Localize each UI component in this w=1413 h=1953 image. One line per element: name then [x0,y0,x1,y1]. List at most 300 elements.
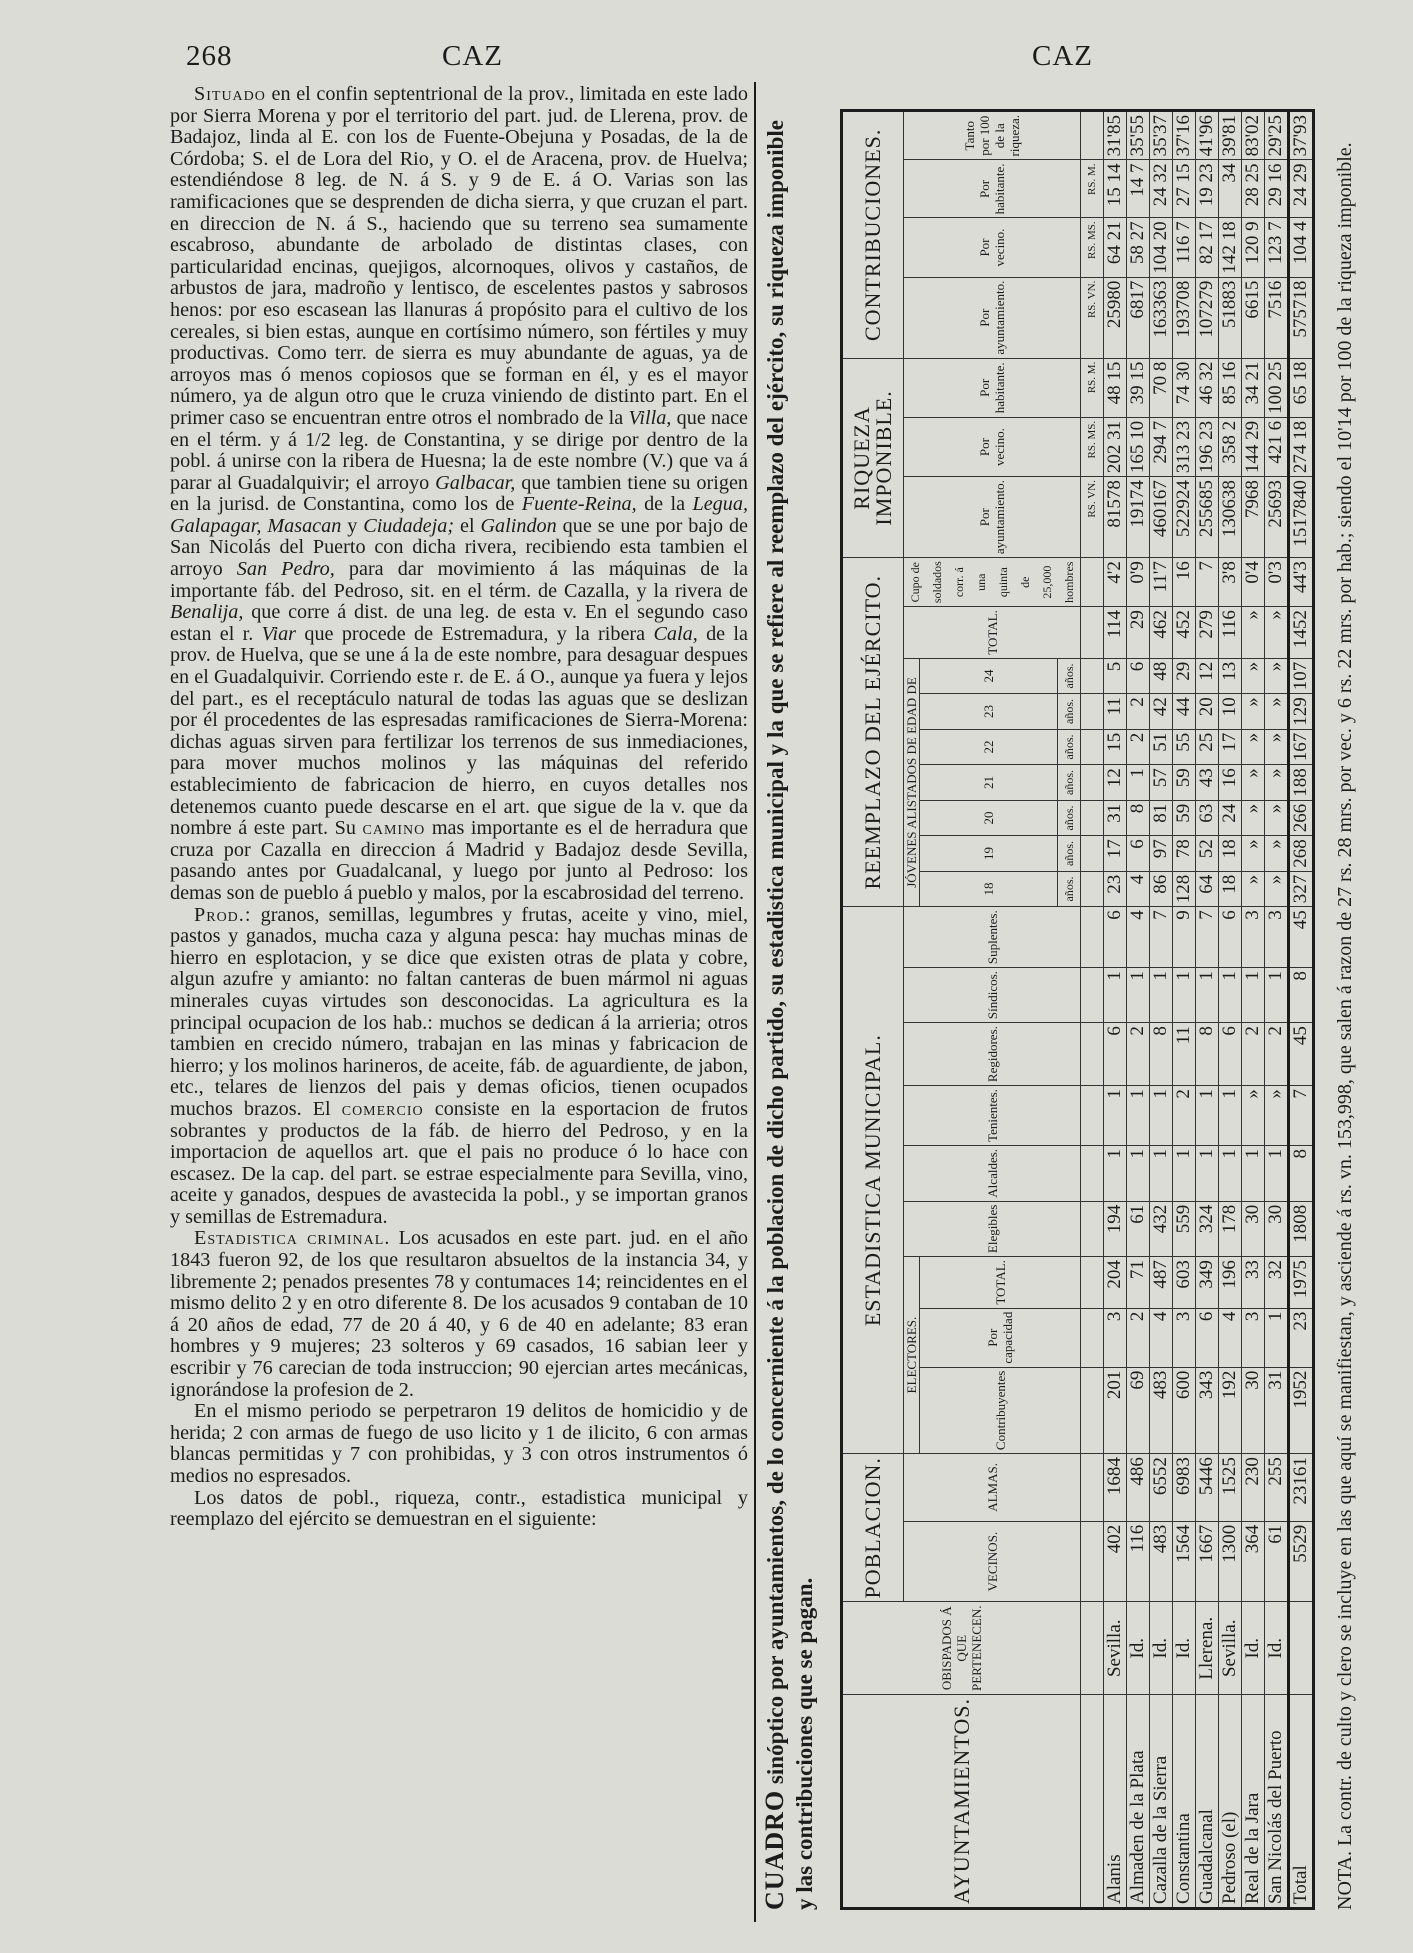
ayuntamiento-name: San Nicolás del Puerto [1265,1695,1289,1909]
table-cell: 1 [1150,1086,1173,1146]
units-cell [1081,1695,1104,1909]
table-cell: 452 [1173,607,1196,659]
table-cell: 559 [1173,1201,1196,1256]
table-cell: 69 [1127,1367,1150,1453]
table-cell: 116 [1127,1521,1150,1602]
table-cell: 82 17 [1196,218,1219,277]
age-unit: años. [1058,836,1081,872]
age-22: 22 [920,729,1058,765]
table-cell: 486 [1127,1454,1150,1522]
table-row [1150,110,1173,1908]
table-cell: 24 32 [1150,160,1173,218]
age-unit: años. [1058,729,1081,765]
table-cell: 2 [1173,1086,1196,1146]
table-cell: 64 [1196,871,1219,907]
table-cell: 487 [1150,1257,1173,1309]
age-unit: años. [1058,694,1081,730]
table-cell: 116 [1219,607,1242,659]
age-18: 18 [920,871,1058,907]
table-cell: 1 [1104,1086,1127,1146]
table-cell: 268 [1289,836,1314,872]
table-cell: 204 [1104,1257,1127,1309]
table-cell: 9 [1173,907,1196,968]
ayuntamiento-name: Total [1289,1695,1314,1909]
table-cell: 31 [1265,1367,1289,1453]
table-cell: 63 [1196,800,1219,836]
table-cell: 2 [1242,1023,1265,1086]
ayuntamiento-name: Alanis [1104,1695,1127,1909]
table-cell: 1 [1242,1145,1265,1201]
table-cell: 1684 [1104,1454,1127,1522]
table-cell: 107279 [1196,277,1219,358]
table-cell: 29 16 [1265,160,1289,218]
table-cell: 1 [1173,968,1196,1023]
table-cell: 28 25 [1242,160,1265,218]
units-cell [1081,907,1104,968]
col-contr-vecino: Por vecino. [904,218,1081,277]
table-cell: 25980 [1104,277,1127,358]
table-cell: » [1242,658,1265,694]
table-cell: 44'3 [1289,558,1314,607]
col-vecinos: VECINOS. [904,1521,1081,1602]
table-cell: 18 [1219,871,1242,907]
table-cell: 1564 [1173,1521,1196,1602]
obispado-cell: Sevilla. [1219,1602,1242,1695]
table-cell: 1 [1104,968,1127,1023]
table-cell: 279 [1196,607,1219,659]
col-sindicos: Síndicos. [904,968,1081,1023]
table-cell: 64 21 [1104,218,1127,277]
table-row [1173,110,1196,1908]
table-cell: 4 [1127,871,1150,907]
table-cell: 16 [1219,765,1242,801]
table-cell: 432 [1150,1201,1173,1256]
table-cell: 188 [1289,765,1314,801]
table-cell: 142 18 [1219,218,1242,277]
units-cell [1081,968,1104,1023]
table-row [1219,110,1242,1908]
table-cell: » [1242,607,1265,659]
table-cell: 116 7 [1173,218,1196,277]
obispado-cell: Id. [1265,1602,1289,1695]
table-cell: 14 7 [1127,160,1150,218]
table-cell: 30 [1242,1367,1265,1453]
table-cell: 31'85 [1104,110,1127,160]
col-electores-total: TOTAL. [920,1257,1081,1309]
table-cell: 1 [1173,1145,1196,1201]
table-cell: 32 [1265,1257,1289,1309]
table-cell: 8 [1150,1023,1173,1086]
text-column [170,84,748,1531]
table-cell: 3 [1104,1308,1127,1367]
table-cell: 37'16 [1173,110,1196,160]
table-cell: 39 15 [1127,358,1150,417]
table-cell: 343 [1196,1367,1219,1453]
units-cell [1081,607,1104,659]
table-cell: 19174 [1127,477,1150,558]
table-cell: 30 [1242,1201,1265,1256]
table-cell: 266 [1289,800,1314,836]
table-cell: 58 27 [1127,218,1150,277]
table-cell: 104 4 [1289,218,1314,277]
age-unit: años. [1058,871,1081,907]
col-contr-habitante: Por habitante. [904,160,1081,218]
table-cell: 255685 [1196,477,1219,558]
table-cell: 1 [1196,968,1219,1023]
paragraph-prod: Prod.: granos, semillas, legumbres y frutas, aceite y vino, miel, pastos y ganados, mucha caza y alguna pesca: hay muchas minas de hierro en esplotacion, y se dice que existen otras de plata y cobre, algun azufre y amianto: no faltan canteras de buen mármol ni aguas minerales cuyas virtudes son desconocidas. La agricultura es la principal ocupacion de los hab.: muchos se dedican á la arrieria; otros tambien en crecido número, trabajan en las minas y fabricacion de hierro; y los molinos harineros, de aceite, fáb. de aguardiente, de jabon, etc., telares de lienzos del pais y demas oficios, tienen ocupados muchos brazos. El comercio consiste en la esportacion de frutos sobrantes y productos de la fáb. de hierro del Pedroso, y en la importacion de aquellos art. que el pais no produce ó lo hace con escasez. De la cap. del part. se estrae especialmente para Sevilla, vino, aceite y ganados, despues de avastecida la pobl., y se importan granos y semillas de Estremadura. [170,903,749,1228]
units-cell [1081,871,1104,907]
table-cell: 5446 [1196,1454,1219,1522]
table-cell: 6 [1127,658,1150,694]
table-cell: 51 [1150,729,1173,765]
table-cell: » [1242,836,1265,872]
table-cell: 178 [1219,1201,1242,1256]
table-cell: 202 31 [1104,417,1127,476]
table-cell: » [1265,871,1289,907]
table-cell: 19 23 [1196,160,1219,218]
units-cell [1081,1454,1104,1522]
table-cell: 71 [1127,1257,1150,1309]
table-cell: 1 [1127,765,1150,801]
table-cell: » [1265,658,1289,694]
group-contribuciones: CONTRIBUCIONES. [842,110,904,358]
table-cell: 603 [1173,1257,1196,1309]
table-cell: 0'9 [1127,558,1150,607]
table-cell: 294 7 [1150,417,1173,476]
table-cell: 11 [1104,694,1127,730]
age-unit: años. [1058,765,1081,801]
units-cell: RS. M. [1081,160,1104,218]
table-cell: 16 [1173,558,1196,607]
table-cell: 2 [1127,1023,1150,1086]
obispado-cell: Llerena. [1196,1602,1219,1695]
table-cell: 1 [1127,1145,1150,1201]
table-cell: 0'3 [1265,558,1289,607]
units-cell [1081,729,1104,765]
table-cell: 255 [1265,1454,1289,1522]
table-cell: 45 [1289,1023,1314,1086]
obispado-cell: Sevilla. [1104,1602,1127,1695]
table-cell: 1 [1219,1086,1242,1146]
table-cell: 104 20 [1150,218,1173,277]
table-cell: 600 [1173,1367,1196,1453]
table-cell: 1 [1127,1086,1150,1146]
table-cell: 35'55 [1127,110,1150,160]
table-cell: 1 [1196,1145,1219,1201]
ayuntamiento-name: Constantina [1173,1695,1196,1909]
table-cell: 128 [1173,871,1196,907]
table-total-row [1289,110,1314,1908]
table-cell: » [1265,729,1289,765]
units-cell [1081,1367,1104,1453]
table-cell: 29 [1173,658,1196,694]
table-cell: 6 [1104,907,1127,968]
table-cell: 7968 [1242,477,1265,558]
col-reemplazo-total: TOTAL. [904,607,1081,659]
units-cell [1081,694,1104,730]
table-cell: 34 [1219,160,1242,218]
table-cell: 2 [1127,1308,1150,1367]
table-cell: 35'37 [1150,110,1173,160]
table-cell: 59 [1173,765,1196,801]
age-23: 23 [920,694,1058,730]
table-cell: 97 [1150,836,1173,872]
units-cell: RS. M. [1081,358,1104,417]
table-cell: 2 [1265,1023,1289,1086]
table-cell: » [1265,1086,1289,1146]
table-cell: 24 [1219,800,1242,836]
col-contr-ayuntamiento: Por ayuntamiento. [904,277,1081,358]
table-cell: 3 [1265,907,1289,968]
age-20: 20 [920,800,1058,836]
table-cell: 1517840 [1289,477,1314,558]
table-cell: 61 [1265,1521,1289,1602]
table-cell: 1 [1150,968,1173,1023]
table-cell: 1 [1104,1145,1127,1201]
col-tenientes: Tenientes. [904,1086,1081,1146]
table-cell: 4 [1127,907,1150,968]
table-cell: 74 30 [1173,358,1196,417]
table-row [1242,110,1265,1908]
table-cell: 17 [1219,729,1242,765]
table-cell: 120 9 [1242,218,1265,277]
table-cell: 167 [1289,729,1314,765]
table-cell: 48 15 [1104,358,1127,417]
table-cell: 4 [1150,1308,1173,1367]
table-cell: 358 2 [1219,417,1242,476]
table-cell: » [1265,836,1289,872]
table-cell: » [1242,800,1265,836]
table-cell: » [1242,765,1265,801]
table-cell: 7 [1196,907,1219,968]
group-reemplazo: REEMPLAZO DEL EJÉRCITO. [842,558,904,907]
table-cell: 123 7 [1265,218,1289,277]
table-cell: 201 [1104,1367,1127,1453]
table-cell: 70 8 [1150,358,1173,417]
table-cell: 6 [1219,1023,1242,1086]
table-cell: 0'4 [1242,558,1265,607]
table-cell: 27 15 [1173,160,1196,218]
table-cell: 4'2 [1104,558,1127,607]
table-cell: 349 [1196,1257,1219,1309]
table-cell: 23 [1289,1308,1314,1367]
table-cell: 192 [1219,1367,1242,1453]
table-cell: 230 [1242,1454,1265,1522]
table-cell: 364 [1242,1521,1265,1602]
table-cell: » [1265,800,1289,836]
units-cell [1081,658,1104,694]
table-cell: 8 [1289,1145,1314,1201]
table-cell: 24 29 [1289,160,1314,218]
table-cell: 1 [1127,968,1150,1023]
col-riqueza-ayuntamiento: Por ayuntamiento. [904,477,1081,558]
age-21: 21 [920,765,1058,801]
paragraph-situado: Situado en el confin septentrional de la prov., limitada en este lado por Sierra Morena y por el territorio del part. jud. de Llerena, prov. de Badajoz, linda al E. con los de Fuente-Obejuna y Posadas, de la de Córdoba; S. el de Lora del Rio, y O. el de Aracena, prov. de Huelva; estendiéndose 8 leg. de N. á S. y 9 de E. á O. Varias son las ramificaciones que se desprenden de dicha sierra, y que cruzan el part. en direccion de N. á S., haciendo que su terreno sea sumamente escabroso, abundante de arbolado de distintas clases, con particularidad encinas, quejigos, alcornoques, olivos y castaños, de arbustos de jara, madroño y lentisco, de escelentes pastos y sabrosos henos: por eso escasean las llanuras á propósito para el cultivo de los cereales, si bien estas, aunque en cortísimo número, son fértiles y muy productivas. Como terr. de sierra es muy abundante de aguas, ya de arroyos mas ó menos copiosos que se forman en él, y es el mayor número, ya de algun otro que le cruza viniendo de distinto part. En el primer caso se encuentran entre otros el nombrado de la Villa, que nace en el térm. y á 1/2 leg. de Constantina, y se dirige por dentro de la pobl. á unirse con la ribera de Huesna; la de este nombre (V.) que va á parar al Guadalquivir; el arroyo Galbacar, que tambien tiene su origen en la jurisd. de Constantina, como los de Fuente-Reina, de la Legua, Galapagar, Masacan y Ciudadeja; el Galindon que se une por bajo de San Nicolás del Puerto con dicha rivera, recibiendo esta tambien el arroyo San Pedro, para dar movimiento á las máquinas de la importante fáb. del Pedroso, sit. en el térm. de Cazalla, y la rivera de Benalija, que corre á dist. de una leg. de esta v. En el segundo caso estan el r. Viar que procede de Estremadura, y la ribera Cala, de la prov. de Huelva, que se une á la de este nombre, para desaguar despues en el Guadalquivir. Corriendo este r. de E. á O., aunque ya fuera y lejos del part., es el receptáculo natural de todas las aguas que se deslizan por él procedentes de las espresadas ramificaciones de Sierra-Morena: dichas aguas sirven para fertilizar los terrenos de sus inmediaciones, para mover muchos molinos y las máquinas del referido establecimiento de fabricacion de hierro, en cuyos detalles nos detenemos cuanto puede descarse en el art. que sigue de la v. que da nombre á este part. Su camino mas importante es el de herradura que cruza por Cazalla en direccion á Madrid y Badajoz desde Sevilla, pasando antes por Guadalcanal, y luego por junto al Pedroso: los demas son de pueblo á pueblo y malos, por la escabrosidad del terreno. [170,83,749,904]
sub-electores: ELECTORES. [904,1257,920,1454]
paragraph-datos: Los datos de pobl., riqueza, contr., estadistica municipal y reemplazo del ejército se demuestran en el siguiente: [170,1486,748,1531]
table-cell: 52 [1196,836,1219,872]
table-cell: 39'81 [1219,110,1242,160]
synoptic-table [840,109,1315,1910]
table-row [1127,110,1150,1908]
table-body [1081,110,1314,1908]
table-row [1265,110,1289,1908]
units-cell: RS. VN. [1081,277,1104,358]
group-riqueza: RIQUEZA IMPONIBLE. [842,358,904,558]
table-cell: » [1265,694,1289,730]
table-cell: 7516 [1265,277,1289,358]
units-cell [1081,1257,1104,1309]
table-row [1196,110,1219,1908]
table-cell: 1975 [1289,1257,1314,1309]
table-cell: » [1242,871,1265,907]
ayuntamiento-name: Real de la Jara [1242,1695,1265,1909]
col-tanto: Tanto por 100 de la riqueza. [904,110,1081,160]
table-cell: 6 [1104,1023,1127,1086]
table-cell: 29'25 [1265,110,1289,160]
table-cell: 1952 [1289,1367,1314,1453]
table-cell: 194 [1104,1201,1127,1256]
table-cell: 51883 [1219,277,1242,358]
page-number: 268 [186,40,233,72]
table-cell: 129 [1289,694,1314,730]
table-cell: 41'96 [1196,110,1219,160]
age-unit: años. [1058,658,1081,694]
table-cell: 43 [1196,765,1219,801]
table-cell: 20 [1196,694,1219,730]
col-alcaldes: Alcaldes. [904,1145,1081,1201]
table-cell: 85 16 [1219,358,1242,417]
table-cell: 144 29 [1242,417,1265,476]
table-cell: 3 [1173,1308,1196,1367]
col-riqueza-habitante: Por habitante. [904,358,1081,417]
table-cell: 4 [1219,1308,1242,1367]
table-cell: 1300 [1219,1521,1242,1602]
table-cell: 7 [1150,907,1173,968]
table-cell: 23 [1104,871,1127,907]
table-cell: 57 [1150,765,1173,801]
table-cell: 114 [1104,607,1127,659]
table-cell: 1452 [1289,607,1314,659]
table-cell: 29 [1127,607,1150,659]
table-cell: 15 14 [1104,160,1127,218]
table-cell: » [1265,765,1289,801]
table-cell: 327 [1289,871,1314,907]
units-cell: RS. MS. [1081,218,1104,277]
units-cell [1081,1201,1104,1256]
table-cell: » [1242,694,1265,730]
table-cell: 11'7 [1150,558,1173,607]
group-poblacion: POBLACION. [842,1454,904,1602]
table-cell: 3 [1242,907,1265,968]
col-almas: ALMAS. [904,1454,1081,1522]
table-cell: 45 [1289,907,1314,968]
units-cell [1081,558,1104,607]
table-cell: 10 [1219,694,1242,730]
table-cell: 1 [1219,1145,1242,1201]
units-cell [1081,1308,1104,1367]
table-cell: 1 [1265,1308,1289,1367]
units-row [1081,110,1104,1908]
col-regidores: Regidores. [904,1023,1081,1086]
units-cell [1081,110,1104,160]
col-contribuyentes: Contribuyentes [920,1367,1081,1453]
table-cell: 324 [1196,1201,1219,1256]
table-cell: 100 25 [1265,358,1289,417]
table-cell: 17 [1104,836,1127,872]
table-cell: 462 [1150,607,1173,659]
table-cell: 1 [1219,968,1242,1023]
table-cell: 193708 [1173,277,1196,358]
table-cell: » [1242,729,1265,765]
rotated-table-block [760,114,1400,1910]
age-19: 19 [920,836,1058,872]
table-cell: 25 [1196,729,1219,765]
table-cell: 6552 [1150,1454,1173,1522]
table-cell: 6817 [1127,277,1150,358]
table-cell: 483 [1150,1521,1173,1602]
table-cell: 1 [1242,968,1265,1023]
table-cell: 163363 [1150,277,1173,358]
ayuntamiento-name: Cazalla de la Sierra [1150,1695,1173,1909]
table-cell: 13 [1219,658,1242,694]
table-cell: 6615 [1242,277,1265,358]
table-cell: 6 [1196,1308,1219,1367]
table-cell: 7 [1289,1086,1314,1146]
table-cell: 42 [1150,694,1173,730]
table-cell: 483 [1150,1367,1173,1453]
table-cell: 33 [1242,1257,1265,1309]
table-cell: 44 [1173,694,1196,730]
obispado-cell: Id. [1150,1602,1173,1695]
obispado-cell [1289,1602,1314,1695]
table-cell: 3'8 [1219,558,1242,607]
col-ayuntamientos: AYUNTAMIENTOS. [842,1695,1081,1909]
table-cell: 8 [1196,1023,1219,1086]
table-cell: 78 [1173,836,1196,872]
col-cupo: Cupo de soldados corr. á una quinta de 25,000 hombres [904,558,1081,607]
table-cell: 34 21 [1242,358,1265,417]
table-cell: 6 [1219,907,1242,968]
units-cell [1081,800,1104,836]
table-note: NOTA. La contr. de culto y clero se incluye en las que aquí se manifiestan, y asciende á rs. vn. 153,998, que salen á razon de 27 rs. 28 mrs. por vec. y 6 rs. 22 mrs. por hab.; siendo el 10'14 por 100 de la riqueza imponible. [1334,142,1356,1910]
table-cell: 15 [1104,729,1127,765]
table-cell: 30 [1265,1201,1289,1256]
obispado-cell: Id. [1127,1602,1150,1695]
table-cell: 8 [1289,968,1314,1023]
table-cell: 196 [1219,1257,1242,1309]
units-cell [1081,836,1104,872]
table-cell: 1 [1196,1086,1219,1146]
table-cell: 1 [1150,1145,1173,1201]
obispado-cell: Id. [1242,1602,1265,1695]
running-header-right: CAZ [1032,40,1093,72]
units-cell [1081,765,1104,801]
table-cell: 12 [1196,658,1219,694]
column-rule [754,82,756,1922]
table-cell: 86 [1150,871,1173,907]
table-cell: 1 [1265,968,1289,1023]
table-cell: 11 [1173,1023,1196,1086]
units-cell [1081,1602,1104,1695]
table-cell: 130638 [1219,477,1242,558]
table-cell: 46 32 [1196,358,1219,417]
table-cell: 5 [1104,658,1127,694]
table-cell: 7 [1196,558,1219,607]
units-cell [1081,1086,1104,1146]
table-cell: 1808 [1289,1201,1314,1256]
table-cell: 274 18 [1289,417,1314,476]
